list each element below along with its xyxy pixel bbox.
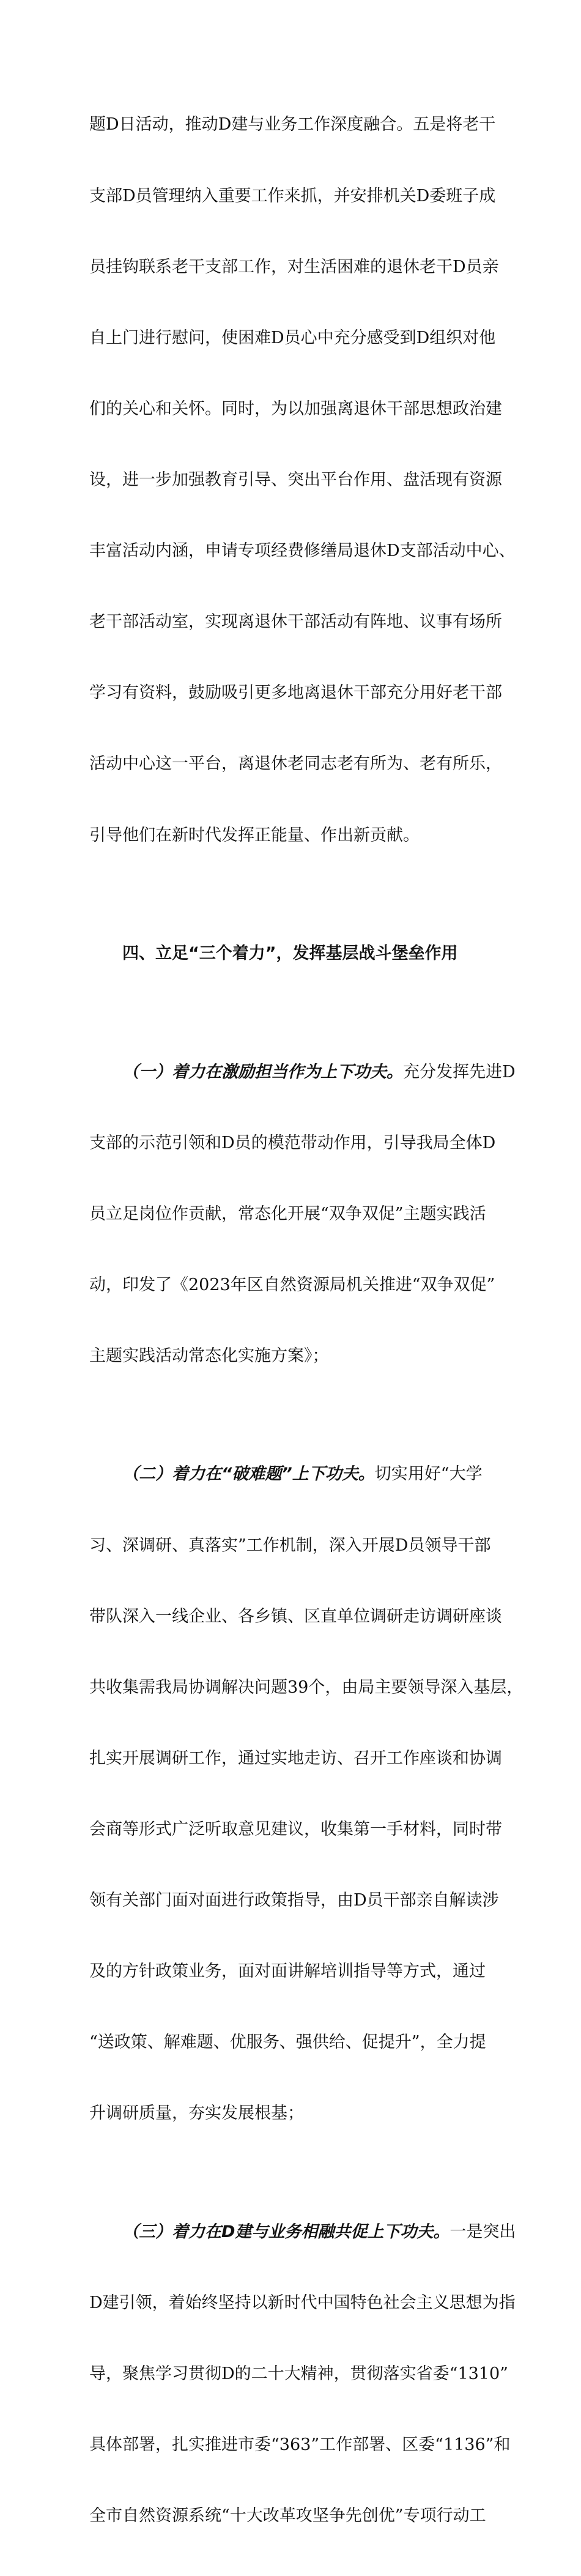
text-line: 升调研质量，夯实发展根基；: [89, 2104, 304, 2123]
subsection-2: [89, 1416, 524, 2173]
text-line: 员挂钩联系老干支部工作，对生活困难的退休老干D员亲: [89, 257, 499, 277]
text-line: D建引领，着始终坚持以新时代中国特色社会主义思想为指: [89, 2293, 516, 2313]
text-line: 活动中心这一平台，离退休老同志老有所为、老有所乐，: [89, 754, 502, 774]
text-line: 主题实践活动常态化实施方案》；: [89, 1346, 329, 1365]
document-body: [89, 66, 524, 2576]
subsection-lead: （三）着力在D建与业务相融共促上下功夫。: [122, 2222, 450, 2241]
text-line: 会商等形式广泛听取意见建议，收集第一手材料，同时带: [89, 1820, 502, 1839]
text-line: “送政策、解难题、优服务、强供给、促提升”，全力提: [89, 2033, 486, 2052]
text-line: 共收集需我局协调解决问题39个，由局主要领导深入基层，: [89, 1677, 524, 1697]
subsection-lead: （一）着力在激励担当作为上下功夫。: [122, 1062, 403, 1082]
text-line: 员立足岗位作贡献，常态化开展“双争双促”主题实践活: [89, 1204, 486, 1223]
text-line: 具体部署，扎实推进市委“363”工作部署、区委“1136”和: [89, 2435, 511, 2455]
text-line: 丰富活动内涵，申请专项经费修缮局退休D支部活动中心、: [89, 541, 516, 561]
text-line: 题D日活动，推动D建与业务工作深度融合。五是将老干: [89, 115, 496, 135]
subsection-text: 一是突出: [450, 2222, 516, 2241]
subsection-text: 充分发挥先进D: [403, 1062, 516, 1082]
subsection-first-line: [89, 1463, 505, 1487]
text-line: 导，聚焦学习贯彻D的二十大精神，贯彻落实省委“1310”: [89, 2364, 508, 2384]
subsection-first-line: [89, 2221, 516, 2244]
text-line: 自上门进行慰问，使困难D员心中充分感受到D组织对他: [89, 328, 496, 347]
text-line: 动，印发了《2023年区自然资源局机关推进“双争双促”: [89, 1275, 495, 1294]
text-line: 习、深调研、真落实”工作机制，深入开展D员领导干部: [89, 1535, 491, 1555]
text-line: 学习有资料，鼓励吸引更多地离退休干部充分用好老干部: [89, 683, 502, 703]
section-heading: 四、立足“三个着力”，发挥基层战斗堡垒作用: [122, 944, 458, 963]
subsection-first-line: [89, 1061, 516, 1085]
text-line: 扎实开展调研工作，通过实地走访、召开工作座谈和协调: [89, 1748, 502, 1768]
text-line: 老干部活动室，实现离退休干部活动有阵地、议事有场所: [89, 612, 502, 632]
text-line: 带队深入一线企业、各乡镇、区直单位调研走访调研座谈: [89, 1606, 502, 1626]
text-line: 领有关部门面对面进行政策指导，由D员干部亲自解读涉: [89, 1891, 499, 1910]
text-line: 设，进一步加强教育引导、突出平台作用、盘活现有资源: [89, 470, 502, 489]
subsection-text: 切实用好“大学: [374, 1464, 483, 1484]
text-line: 全市自然资源系统“十大改革攻坚争先创优”专项行动工: [89, 2506, 486, 2526]
paragraph-1: [89, 66, 516, 895]
text-line: 们的关心和关怀。同时，为以加强离退休干部思想政治建: [89, 399, 502, 418]
subsection-3: [89, 2173, 516, 2576]
heading-section-4: [89, 895, 505, 1014]
text-line: 支部D员管理纳入重要工作来抓，并安排机关D委班子成: [89, 186, 496, 206]
text-line: 及的方针政策业务，面对面讲解培训指导等方式，通过: [89, 1962, 486, 1981]
text-line: 引导他们在新时代发挥正能量、作出新贡献。: [89, 825, 420, 845]
subsection-lead: （二）着力在“破难题”上下功夫。: [122, 1464, 375, 1484]
subsection-1: [89, 1013, 516, 1416]
text-line: 支部的示范引领和D员的模范带动作用，引导我局全体D: [89, 1133, 496, 1153]
